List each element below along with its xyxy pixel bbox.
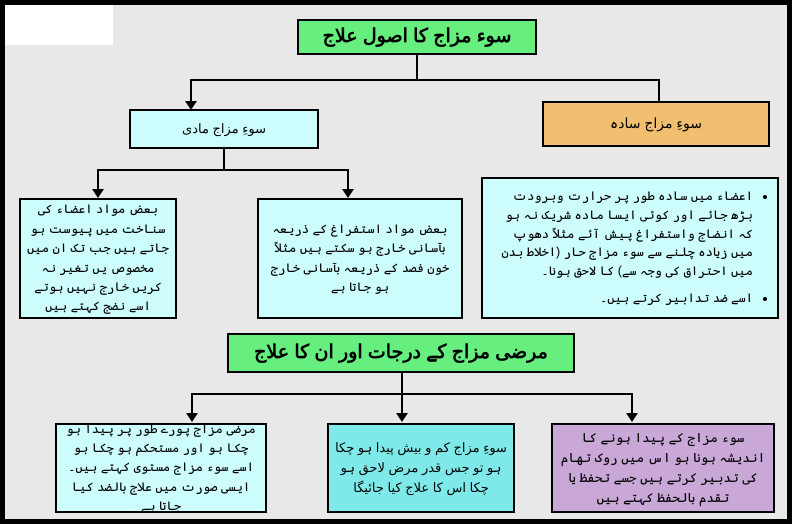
node-mizaj-partial: سوءِ مزاج کم و بیش پیدا ہو چکا ہو تو جس قدر مرض لاحق ہو چکا اس کا علاج کیا جائیگا: [327, 423, 515, 513]
node-istifragh: بعض مواد استفراغ کے ذریعہ بآسانی خارج ہو سکتے ہیں مثلاً خون فصد کے ذریعہ بآسانی خارج ہو جاتا ہے: [257, 198, 463, 319]
connector-maadi-stem: [223, 149, 225, 169]
connector-level3-middle: [401, 393, 403, 415]
node-sue-mizaj-maadi: سوءِ مزاج مادی: [129, 109, 319, 149]
arrow-level3-middle: [396, 413, 408, 422]
arrow-level2-middle: [342, 189, 354, 198]
connector-level1-bus: [190, 79, 658, 81]
node-sue-mizaj-sada: سوءِ مزاج سادہ: [542, 101, 770, 147]
connector-level2-middle: [347, 169, 349, 191]
connector-level1-left: [190, 79, 192, 103]
arrow-level3-right: [626, 413, 638, 422]
connector-level3-bus: [191, 393, 631, 395]
title-top: سوء مزاج کا اصول علاج: [297, 19, 537, 55]
node-nuzj: بعض مواد اعضاء کی سناخت میں پیوست ہو جاتے ہیں جب تک ان میں مخصوص یں تغیر نہ کریں خارج نہیں ہوتے اسے نضج کہتے ہیں: [19, 198, 177, 319]
connector-mid-stem: [401, 373, 403, 393]
sada-bullet-1: • اعضاء میں سادہ طور پر حرارت وبرودت بڑھ جائے اور کوئی ایسا مادہ شریک نہ ہو کہ انضاج واستفراغ پیش آئے مثلاً دھوپ میں زیادہ چلنے سے سوء مزاج حار (اخلاط بدن میں احتراق کی وجہ سے) کا لاحق ہونا۔: [491, 187, 753, 281]
title-mid: مرضی مزاج کے درجات اور ان کا علاج: [227, 333, 575, 373]
sada-bullet-list: [491, 187, 769, 316]
sada-bullet-2: • اسے ضد تدابیر کرتے ہیں۔: [491, 289, 753, 308]
connector-title-stem: [416, 55, 418, 79]
connector-level2-bus: [97, 169, 347, 171]
connector-level3-left: [191, 393, 193, 415]
connector-level3-right: [631, 393, 633, 415]
arrow-level2-left: [92, 189, 104, 198]
node-sada-details: [481, 177, 779, 319]
node-tahaffuz: سوء مزاج کے پیدا ہونے کا اندیشہ ہونا ہو اس میں روک تھام کی تدبیر کرتے ہیں جسے تحفظ یا تقدم بالحفظ کہتے ہیں: [551, 423, 775, 513]
white-corner-patch: [5, 5, 113, 45]
connector-level1-right: [658, 79, 660, 103]
connector-level2-left: [97, 169, 99, 191]
node-mizaj-mustawi: مرضی مزاج پورے طور پر پیدا ہو چکا ہو اور مستحکم ہو چکا ہو اسے سوء مزاج مستوی کہتے ہیں۔ ایسی صورت میں علاج بالضد کیا جاتا ہے: [55, 423, 267, 513]
